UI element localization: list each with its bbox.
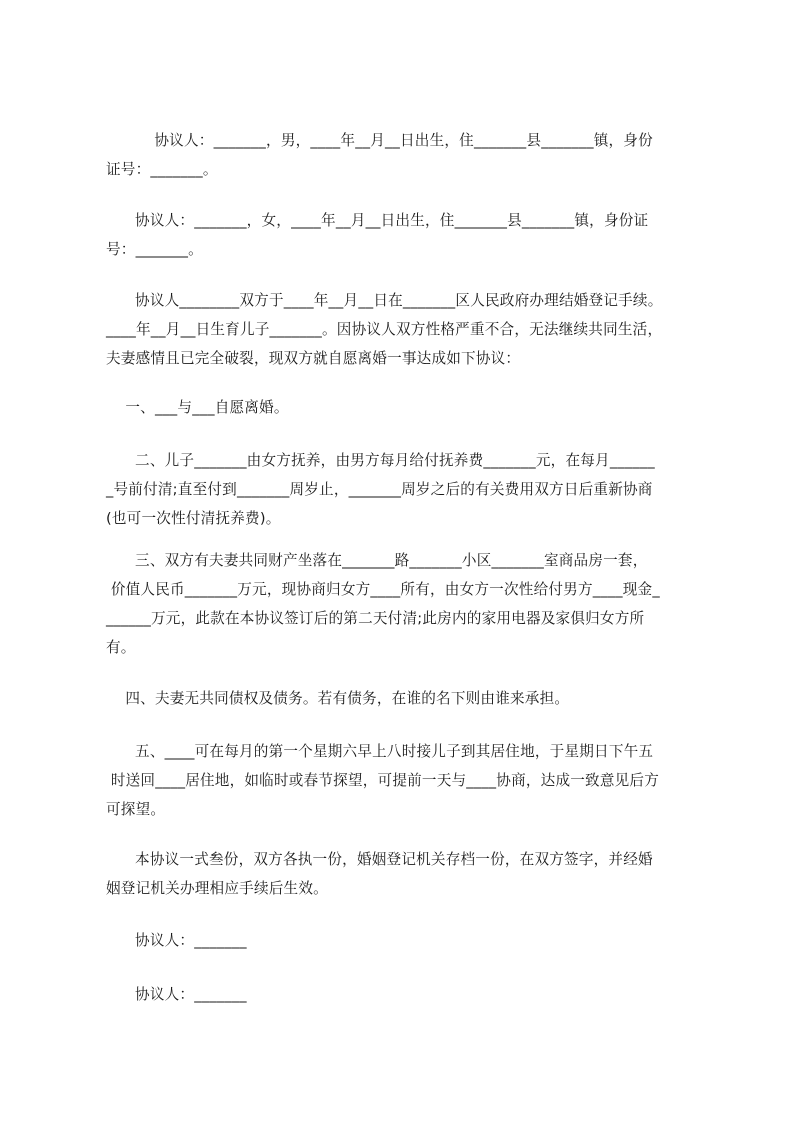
clause-2-paragraph bbox=[106, 446, 700, 533]
text-line: 五、____可在每月的第一个星期六早上八时接儿子到其居住地，于星期日下午五 bbox=[106, 743, 654, 760]
text-line: 证号：_______。 bbox=[106, 161, 218, 178]
text-line: 三、双方有夫妻共同财产坐落在_______路_______小区_______室商品房一套， bbox=[106, 552, 648, 569]
clause-1-paragraph bbox=[106, 393, 700, 422]
text-line: 四、夫妻无共同债权及债务。若有债务，在谁的名下则由谁来承担。 bbox=[106, 690, 570, 707]
text-line: 姻登记机关办理相应手续后生效。 bbox=[106, 880, 328, 897]
text-line: ______万元，此款在本协议签订后的第二天付清;此房内的家用电器及家俱归女方所 bbox=[106, 610, 645, 627]
signature-1-line bbox=[106, 926, 700, 955]
background-paragraph bbox=[106, 286, 700, 373]
text-line: 协议人：_______，男，____年__月__日出生，住_______县_______镇，身份 bbox=[106, 132, 653, 149]
text-line: 协议人：_______ bbox=[106, 986, 247, 1003]
signature-2-line bbox=[106, 980, 700, 1009]
party-1-paragraph bbox=[106, 126, 700, 184]
text-line: 协议人：_______，女，____年__月__日出生，住_______县_______镇，身份证 bbox=[106, 212, 649, 229]
text-line: 可探望。 bbox=[106, 801, 166, 818]
clause-5-paragraph bbox=[106, 737, 700, 824]
text-line: 夫妻感情且已完全破裂，现双方就自愿离婚一事达成如下协议： bbox=[106, 350, 521, 367]
text-line: 号：_______。 bbox=[106, 241, 203, 258]
text-line: 二、儿子_______由女方抚养，由男方每月给付抚养费_______元，在每月______ bbox=[106, 452, 655, 469]
text-line: 协议人：_______ bbox=[106, 932, 247, 949]
text-line: 有。 bbox=[106, 639, 136, 656]
text-line: 时送回____居住地，如临时或春节探望，可提前一天与____协商，达成一致意见后方 bbox=[106, 772, 660, 789]
clause-3-paragraph bbox=[106, 546, 700, 662]
party-2-paragraph bbox=[106, 206, 700, 264]
clause-4-paragraph bbox=[106, 684, 700, 713]
effective-clause-paragraph bbox=[106, 845, 700, 903]
text-line: 协议人________双方于____年__月__日在_______区人民政府办理结婚登记手续。 bbox=[106, 292, 663, 309]
text-line: _号前付清;直至付到_______周岁止，_______周岁之后的有关费用双方日后重新协商 bbox=[106, 481, 653, 498]
text-line: 价值人民币_______万元，现协商归女方____所有，由女方一次性给付男方____现金_ bbox=[106, 581, 660, 598]
text-line: (也可一次性付清抚养费)。 bbox=[106, 510, 281, 527]
text-line: 一、___与___自愿离婚。 bbox=[106, 399, 289, 416]
text-line: 本协议一式叁份，双方各执一份，婚姻登记机关存档一份，在双方签字，并经婚 bbox=[106, 851, 653, 868]
text-line: ____年__月__日生育儿子_______。因协议人双方性格严重不合，无法继续共同生活， bbox=[106, 321, 663, 338]
